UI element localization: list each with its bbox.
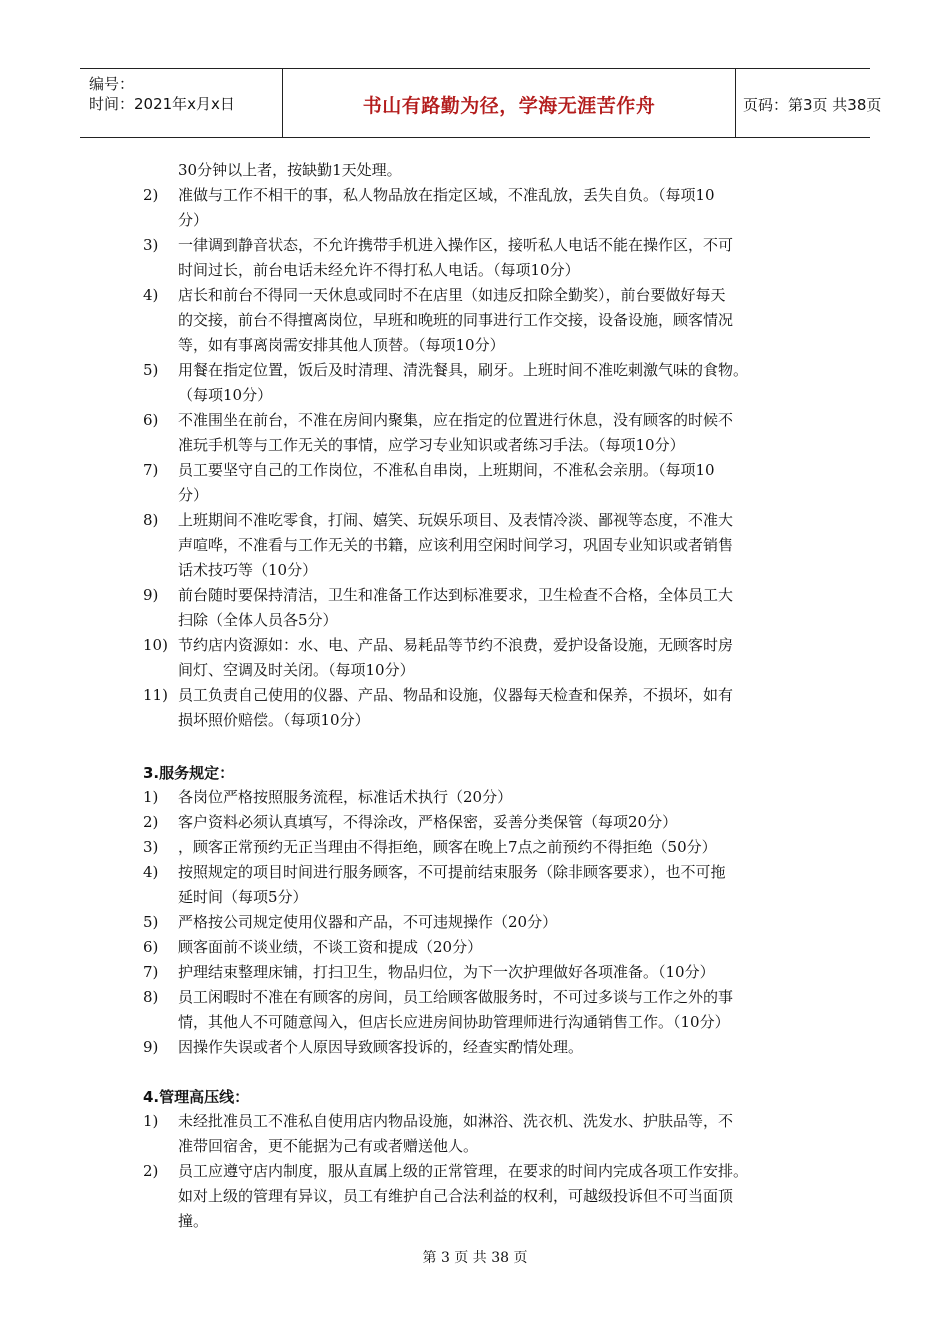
list-item-number: 5) [143, 913, 159, 931]
list-item-number: 2) [143, 813, 159, 831]
list-item-text: 各岗位严格按照服务流程，标准话术执行（20分） [178, 788, 513, 806]
list-item-number: 7) [143, 461, 159, 479]
list-item-text: （每项10分） [178, 386, 273, 404]
list-item-text: 等，如有事离岗需安排其他人顶替。（每项10分） [178, 336, 505, 354]
list-item-number: 2) [143, 186, 159, 204]
document-date-label: 时间：2021年x月x日 [89, 95, 235, 113]
list-item-text: 30分钟以上者，按缺勤1天处理。 [178, 161, 402, 179]
list-item-text: 准玩手机等与工作无关的事情，应学习专业知识或者练习手法。（每项10分） [178, 436, 685, 454]
list-item-text: 未经批准员工不准私自使用店内物品设施，如淋浴、洗衣机、洗发水、护肤品等，不 [178, 1112, 734, 1130]
document-number-label: 编号： [89, 75, 135, 93]
list-item-number: 3) [143, 838, 159, 856]
list-item-number: 3) [143, 236, 159, 254]
list-item-text: ，顾客正常预约无正当理由不得拒绝，顾客在晚上7点之前预约不得拒绝（50分） [178, 838, 717, 856]
list-item-text: 员工闲暇时不准在有顾客的房间，员工给顾客做服务时，不可过多谈与工作之外的事 [178, 988, 734, 1006]
list-item-text: 间灯、空调及时关闭。（每项10分） [178, 661, 415, 679]
list-item-number: 6) [143, 938, 159, 956]
list-item-text: 准做与工作不相干的事，私人物品放在指定区域，不准乱放，丢失自负。（每项10 [178, 186, 715, 204]
list-item-text: 店长和前台不得同一天休息或同时不在店里（如违反扣除全勤奖），前台要做好每天 [178, 286, 726, 304]
list-item-number: 8) [143, 511, 159, 529]
list-item-text: 扫除（全体人员各5分） [178, 611, 338, 629]
header-info-cell [80, 69, 283, 137]
list-item-text: 情，其他人不可随意闯入，但店长应进房间协助管理师进行沟通销售工作。（10分） [178, 1013, 730, 1031]
list-item-text: 一律调到静音状态，不允许携带手机进入操作区，接听私人电话不能在操作区，不可 [178, 236, 734, 254]
list-item-text: 延时间（每项5分） [178, 888, 308, 906]
header-page-cell [736, 69, 882, 137]
list-item-text: 严格按公司规定使用仪器和产品，不可违规操作（20分） [178, 913, 558, 931]
list-item-text: 按照规定的项目时间进行服务顾客，不可提前结束服务（除非顾客要求），也不可拖 [178, 863, 726, 881]
header-motto-cell [283, 69, 736, 137]
list-item-number: 1) [143, 788, 159, 806]
list-item-text: 时间过长，前台电话未经允许不得打私人电话。（每项10分） [178, 261, 580, 279]
list-item-text: 的交接，前台不得擅离岗位，早班和晚班的同事进行工作交接，设备设施，顾客情况 [178, 311, 734, 329]
list-item-text: 节约店内资源如：水、电、产品、易耗品等节约不浪费，爱护设备设施，无顾客时房 [178, 636, 734, 654]
list-item-number: 10) [143, 636, 168, 654]
header-motto: 书山有路勤为径，学海无涯苦作舟 [362, 95, 656, 117]
list-item-text: 准带回宿舍，更不能据为己有或者赠送他人。 [178, 1137, 479, 1155]
list-item-text: 撞。 [178, 1212, 209, 1230]
list-item-text: 员工负责自己使用的仪器、产品、物品和设施，仪器每天检查和保养，不损坏，如有 [178, 686, 734, 704]
list-item-text: 客户资料必须认真填写，不得涂改，严格保密，妥善分类保管（每项20分） [178, 813, 678, 831]
page-footer: 第 3 页 共 38 页 [422, 1250, 528, 1266]
list-item-number: 9) [143, 1038, 159, 1056]
list-item-text: 分） [178, 486, 209, 504]
list-item-number: 4) [143, 286, 159, 304]
list-item-text: 如对上级的管理有异议，员工有维护自己合法利益的权利，可越级投诉但不可当面顶 [178, 1187, 734, 1205]
list-item-text: 声喧哗，不准看与工作无关的书籍，应该利用空闲时间学习，巩固专业知识或者销售 [178, 536, 734, 554]
list-item-text: 用餐在指定位置，饭后及时清理、清洗餐具，刷牙。上班时间不准吃刺激气味的食物。 [178, 361, 749, 379]
list-item-text: 顾客面前不谈业绩，不谈工资和提成（20分） [178, 938, 483, 956]
list-item-number: 4) [143, 863, 159, 881]
list-item-text: 护理结束整理床铺，打扫卫生，物品归位，为下一次护理做好各项准备。（10分） [178, 963, 715, 981]
list-item-text: 话术技巧等（10分） [178, 561, 318, 579]
list-item-text: 分） [178, 211, 209, 229]
list-item-number: 7) [143, 963, 159, 981]
list-item-text: 不准围坐在前台，不准在房间内聚集，应在指定的位置进行休息，没有顾客的时候不 [178, 411, 734, 429]
list-item-text: 员工应遵守店内制度，服从直属上级的正常管理，在要求的时间内完成各项工作安排。 [178, 1162, 749, 1180]
list-item-text: 上班期间不准吃零食，打闹、嬉笑、玩娱乐项目、及表情冷淡、鄙视等态度，不准大 [178, 511, 734, 529]
list-item-text: 损坏照价赔偿。（每项10分） [178, 711, 370, 729]
list-item-text: 前台随时要保持清洁，卫生和准备工作达到标准要求，卫生检查不合格，全体员工大 [178, 586, 734, 604]
list-item-number: 2) [143, 1162, 159, 1180]
list-item-number: 6) [143, 411, 159, 429]
list-item-number: 9) [143, 586, 159, 604]
header-page-number: 页码：第3页 共38页 [743, 96, 882, 114]
list-item-number: 11) [143, 686, 168, 704]
list-item-text: 因操作失误或者个人原因导致顾客投诉的，经查实酌情处理。 [178, 1038, 584, 1056]
section-title: 3.服务规定： [143, 764, 235, 782]
section-title: 4.管理高压线： [143, 1088, 250, 1106]
list-item-number: 1) [143, 1112, 159, 1130]
list-item-text: 员工要坚守自己的工作岗位，不准私自串岗，上班期间，不准私会亲朋。（每项10 [178, 461, 715, 479]
list-item-number: 5) [143, 361, 159, 379]
page-header [80, 68, 882, 138]
list-item-number: 8) [143, 988, 159, 1006]
